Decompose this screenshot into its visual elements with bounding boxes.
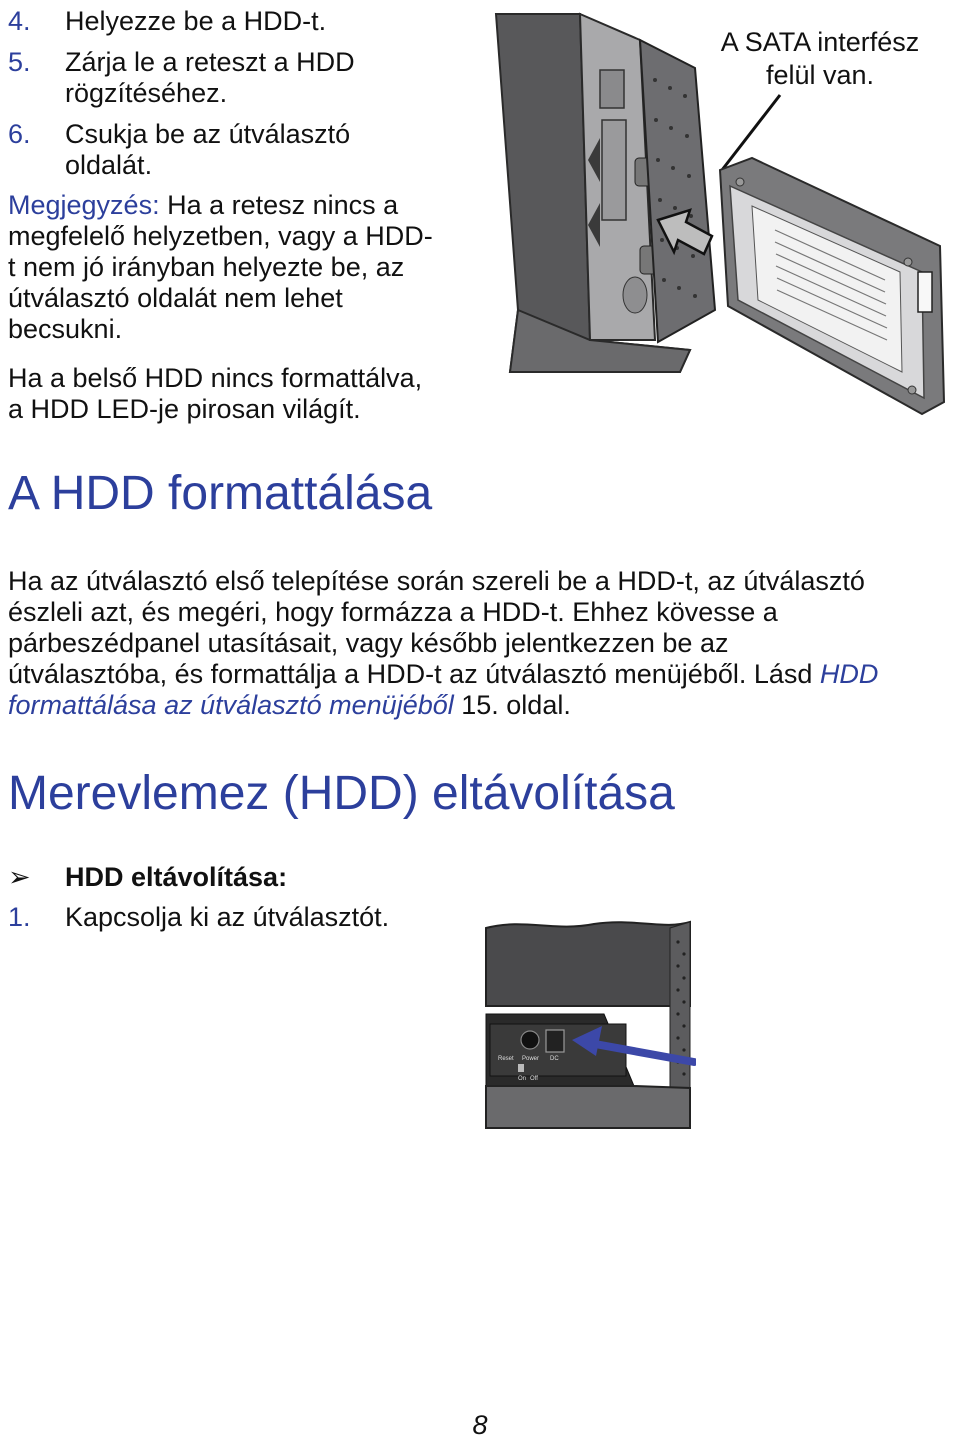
reset-label: Reset (498, 1056, 514, 1062)
off-label: Off (530, 1076, 538, 1082)
led-note-line: Ha a belső HDD nincs formattálva, (8, 363, 423, 393)
procedure-title: HDD eltávolítása: (65, 862, 288, 892)
note-text: t nem jó irányban helyezte be, az (8, 252, 405, 282)
step-number: 5. (8, 47, 31, 77)
section-title-format: A HDD formattálása (8, 467, 433, 520)
step-text: Csukja be az útválasztó (65, 119, 351, 149)
step-5 (8, 47, 355, 109)
step-text: Helyezze be a HDD-t. (65, 6, 327, 36)
router-power-illustration (484, 918, 696, 1130)
callout-line: felül van. (765, 60, 875, 90)
step-text: Kapcsolja ki az útválasztót. (65, 902, 390, 932)
dc-label: DC (550, 1056, 559, 1062)
paragraph-line: Ha az útválasztó első telepítése során szereli be a HDD-t, az útválasztó (8, 566, 865, 596)
step-text: oldalát. (65, 150, 153, 180)
remove-step-1 (8, 902, 389, 933)
note-text: Ha a retesz nincs a (159, 190, 399, 220)
note-text: útválasztó oldalát nem lehet (8, 283, 343, 313)
step-number: 1. (8, 902, 31, 932)
step-text: Zárja le a reteszt a HDD (65, 47, 355, 77)
note-label: Megjegyzés: (8, 190, 160, 220)
sata-callout (700, 26, 940, 92)
section-title-remove: Merevlemez (HDD) eltávolítása (8, 767, 675, 820)
format-paragraph (8, 566, 958, 721)
step-number: 4. (8, 6, 31, 36)
format-reference-link[interactable]: HDD (819, 659, 879, 689)
step-6 (8, 119, 350, 181)
paragraph-line: 15. oldal. (453, 690, 571, 720)
step-4 (8, 6, 326, 37)
note-block (8, 190, 433, 345)
led-note (8, 363, 422, 425)
paragraph-line: útválasztóba, és formattálja a HDD-t az útválasztó menüjéből. Lásd (8, 659, 820, 689)
format-reference-link-cont[interactable]: formattálása az útválasztó menüjéből (8, 690, 454, 720)
step-number: 6. (8, 119, 31, 149)
led-note-line: a HDD LED-je pirosan világít. (8, 394, 361, 424)
note-text: megfelelő helyzetben, vagy a HDD- (8, 221, 433, 251)
power-label: Power (522, 1056, 540, 1062)
paragraph-line: észleli azt, és megéri, hogy formázza a HDD-t. Ehhez kövesse a (8, 597, 778, 627)
step-text: rögzítéséhez. (65, 78, 228, 108)
procedure-arrow-icon: ➢ (8, 862, 31, 892)
paragraph-line: párbeszédpanel utasításait, vagy később jelentkezzen be az (8, 628, 729, 658)
callout-line: A SATA interfész (720, 27, 920, 57)
note-text: becsukni. (8, 314, 123, 344)
page-number: 8 (472, 1410, 488, 1440)
procedure-heading (8, 862, 287, 893)
on-label: On (518, 1076, 527, 1082)
